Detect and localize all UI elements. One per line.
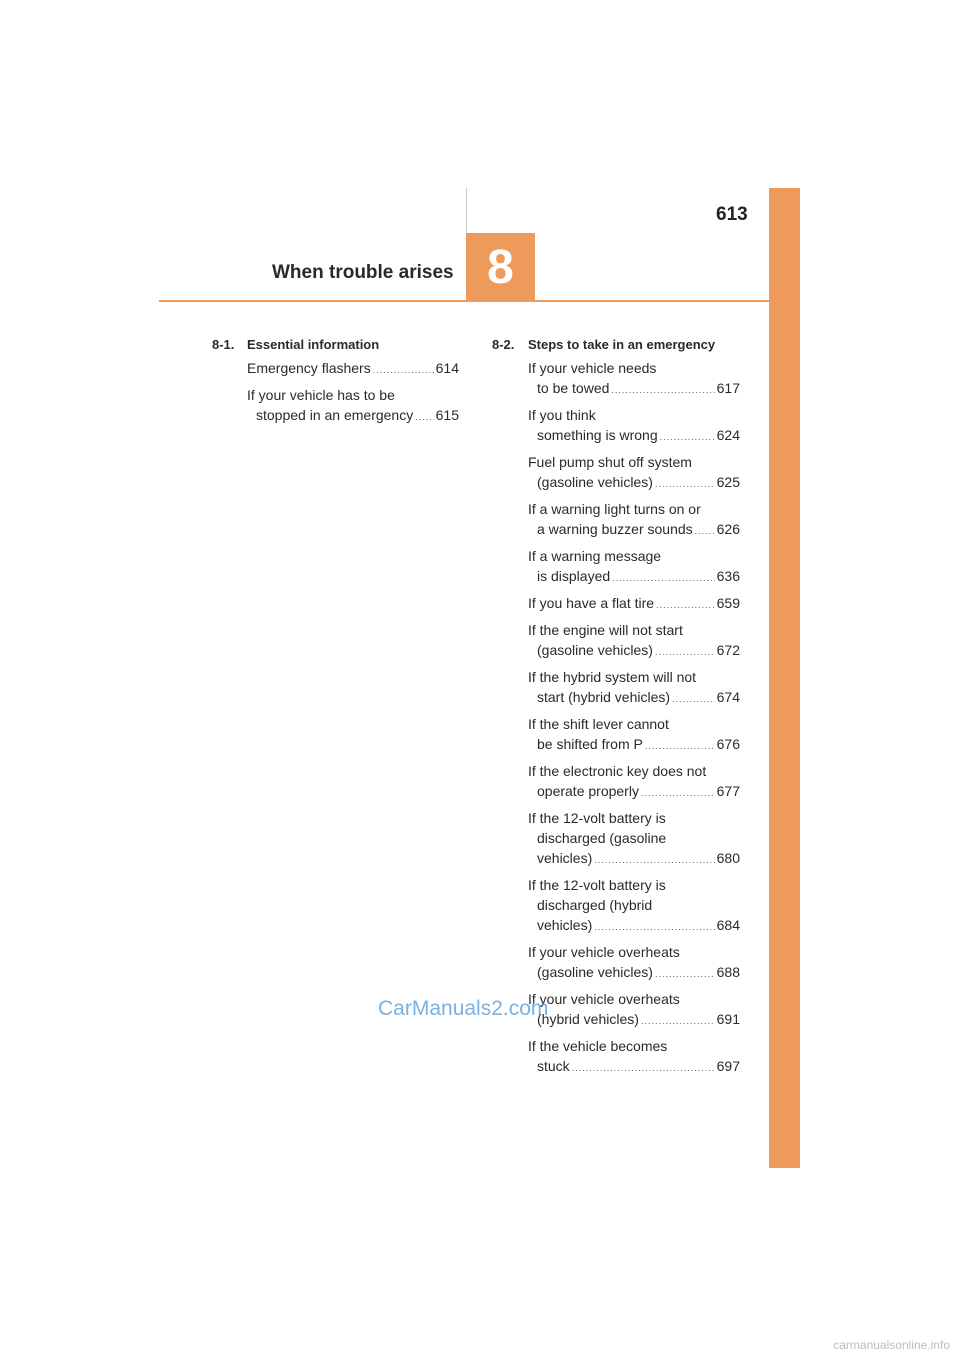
- toc-entry-line: [247, 405, 459, 427]
- toc-entry-line: [528, 566, 740, 588]
- toc-entry-line: [528, 828, 740, 848]
- dot-leader: [695, 521, 715, 541]
- toc-entry-text: If you think: [528, 407, 596, 423]
- dot-leader: [373, 360, 434, 380]
- toc-entry[interactable]: [247, 358, 459, 380]
- toc-entry-line: [528, 714, 740, 734]
- dot-leader: [572, 1058, 715, 1078]
- toc-entry[interactable]: [528, 499, 740, 541]
- toc-entry[interactable]: [247, 385, 459, 427]
- dot-leader: [655, 642, 715, 662]
- dot-leader: [656, 595, 715, 615]
- toc-entry-text: discharged (hybrid: [537, 897, 653, 913]
- toc-entry-text: (gasoline vehicles): [537, 964, 653, 980]
- toc-entry-text: If the 12-volt battery is: [528, 810, 666, 826]
- toc-entry-line: [528, 593, 740, 615]
- toc-page-number: 626: [716, 521, 740, 537]
- toc-entry-text: stopped in an emergency: [256, 407, 414, 423]
- toc-entry-line: [528, 405, 740, 425]
- dot-leader: [611, 380, 714, 400]
- toc-entry-text: If you have a flat tire: [528, 595, 655, 611]
- toc-entry-text: Fuel pump shut off system: [528, 454, 692, 470]
- section-number: 8-2.: [492, 337, 515, 352]
- toc-entry-line: [528, 358, 740, 378]
- toc-entry-list: [528, 358, 740, 1078]
- toc-entry-line: [528, 519, 740, 541]
- toc-entry[interactable]: [528, 593, 740, 615]
- toc-entry-text: discharged (gasoline: [537, 830, 667, 846]
- toc-entry-line: [247, 385, 459, 405]
- watermark-footer: carmanualsonline.info: [833, 1338, 950, 1352]
- toc-entry-text: If your vehicle needs: [528, 360, 657, 376]
- toc-entry[interactable]: [528, 942, 740, 984]
- toc-entry-line: [528, 942, 740, 962]
- toc-page-number: 617: [716, 380, 740, 396]
- toc-entry-line: [528, 989, 740, 1009]
- toc-entry-text: If the hybrid system will not: [528, 669, 697, 685]
- toc-entry-line: [528, 640, 740, 662]
- toc-page-number: 676: [716, 736, 740, 752]
- toc-entry-text: Emergency flashers: [247, 360, 371, 376]
- dot-leader: [612, 568, 714, 588]
- toc-entry-text: a warning buzzer sounds: [537, 521, 693, 537]
- toc-entry-text: is displayed: [537, 568, 611, 584]
- toc-page-number: 625: [716, 474, 740, 490]
- toc-entry[interactable]: [528, 667, 740, 709]
- side-chapter-tab: [769, 188, 800, 1168]
- toc-entry-text: (gasoline vehicles): [537, 642, 653, 658]
- toc-entry-text: If a warning light turns on or: [528, 501, 701, 517]
- dot-leader: [641, 783, 715, 803]
- toc-entry-line: [528, 667, 740, 687]
- toc-entry-text: If the vehicle becomes: [528, 1038, 668, 1054]
- toc-page-number: 697: [716, 1058, 740, 1074]
- toc-entry-line: [528, 378, 740, 400]
- toc-entry-text: something is wrong: [537, 427, 658, 443]
- toc-page-number: 684: [716, 917, 740, 933]
- toc-entry-text: (gasoline vehicles): [537, 474, 653, 490]
- toc-entry-line: [528, 962, 740, 984]
- toc-page-number: 615: [435, 407, 459, 423]
- toc-entry-line: [528, 1056, 740, 1078]
- toc-entry-text: stuck: [537, 1058, 570, 1074]
- section-title: Steps to take in an emergency: [528, 337, 716, 352]
- toc-entry-text: If a warning message: [528, 548, 662, 564]
- toc-entry-line: [528, 734, 740, 756]
- toc-page-number: 614: [435, 360, 459, 376]
- toc-page-number: 672: [716, 642, 740, 658]
- toc-page-number: 680: [716, 850, 740, 866]
- toc-entry-line: [528, 1009, 740, 1031]
- toc-entry-line: [528, 1036, 740, 1056]
- chapter-number-badge: 8: [466, 233, 535, 302]
- toc-entry-line: [528, 875, 740, 895]
- toc-entry[interactable]: [528, 1036, 740, 1078]
- toc-entry-list: [247, 358, 459, 427]
- toc-entry-line: [528, 452, 740, 472]
- toc-entry-text: vehicles): [537, 917, 593, 933]
- toc-entry-line: [528, 546, 740, 566]
- dot-leader: [672, 689, 715, 709]
- toc-entry[interactable]: [528, 452, 740, 494]
- dot-leader: [655, 474, 715, 494]
- toc-entry-text: (hybrid vehicles): [537, 1011, 639, 1027]
- dot-leader: [655, 964, 715, 984]
- toc-section-8-2: [492, 337, 740, 1083]
- watermark-carmanuals2: CarManuals2.com: [378, 997, 549, 1020]
- toc-entry-line: [528, 425, 740, 447]
- toc-entry-line: [528, 761, 740, 781]
- toc-entry-text: to be towed: [537, 380, 610, 396]
- toc-entry-text: If the 12-volt battery is: [528, 877, 666, 893]
- toc-entry[interactable]: [528, 714, 740, 756]
- header-divider-vertical: [466, 188, 467, 233]
- toc-entry[interactable]: [528, 875, 740, 937]
- dot-leader: [594, 850, 714, 870]
- toc-entry-line: [528, 808, 740, 828]
- toc-section-8-1: [212, 337, 459, 432]
- toc-entry[interactable]: [528, 405, 740, 447]
- toc-entry[interactable]: [528, 989, 740, 1031]
- toc-page-number: 691: [716, 1011, 740, 1027]
- toc-entry-text: If the electronic key does not: [528, 763, 707, 779]
- header-rule: [159, 300, 769, 302]
- toc-entry-line: [528, 687, 740, 709]
- dot-leader: [415, 407, 433, 427]
- section-heading: [212, 337, 459, 352]
- dot-leader: [645, 736, 715, 756]
- toc-page-number: 688: [716, 964, 740, 980]
- toc-entry[interactable]: [528, 358, 740, 400]
- toc-entry-line: [528, 895, 740, 915]
- toc-entry[interactable]: [528, 546, 740, 588]
- toc-entry[interactable]: [528, 808, 740, 870]
- toc-page-number: 674: [716, 689, 740, 705]
- toc-entry-text: operate properly: [537, 783, 639, 799]
- dot-leader: [660, 427, 715, 447]
- section-heading: [492, 337, 740, 352]
- toc-entry-text: start (hybrid vehicles): [537, 689, 671, 705]
- chapter-title: When trouble arises: [272, 262, 454, 283]
- dot-leader: [594, 917, 714, 937]
- toc-page-number: 677: [716, 783, 740, 799]
- section-number: 8-1.: [212, 337, 235, 352]
- toc-entry-text: If your vehicle overheats: [528, 991, 680, 1007]
- toc-entry-text: If the shift lever cannot: [528, 716, 669, 732]
- toc-entry-line: [528, 472, 740, 494]
- toc-page-number: 659: [716, 595, 740, 611]
- toc-entry[interactable]: [528, 761, 740, 803]
- toc-entry-line: [528, 620, 740, 640]
- toc-entry-line: [528, 499, 740, 519]
- toc-page-number: 624: [716, 427, 740, 443]
- toc-entry[interactable]: [528, 620, 740, 662]
- toc-entry-line: [528, 915, 740, 937]
- page-number: 613: [716, 204, 748, 225]
- toc-entry-text: be shifted from P: [537, 736, 643, 752]
- toc-entry-line: [528, 848, 740, 870]
- toc-entry-line: [528, 781, 740, 803]
- toc-entry-text: If the engine will not start: [528, 622, 683, 638]
- section-title: Essential information: [247, 337, 380, 352]
- toc-entry-text: vehicles): [537, 850, 593, 866]
- dot-leader: [641, 1011, 715, 1031]
- toc-entry-text: If your vehicle has to be: [247, 387, 395, 403]
- toc-page-number: 636: [716, 568, 740, 584]
- toc-entry-text: If your vehicle overheats: [528, 944, 680, 960]
- toc-entry-line: [247, 358, 459, 380]
